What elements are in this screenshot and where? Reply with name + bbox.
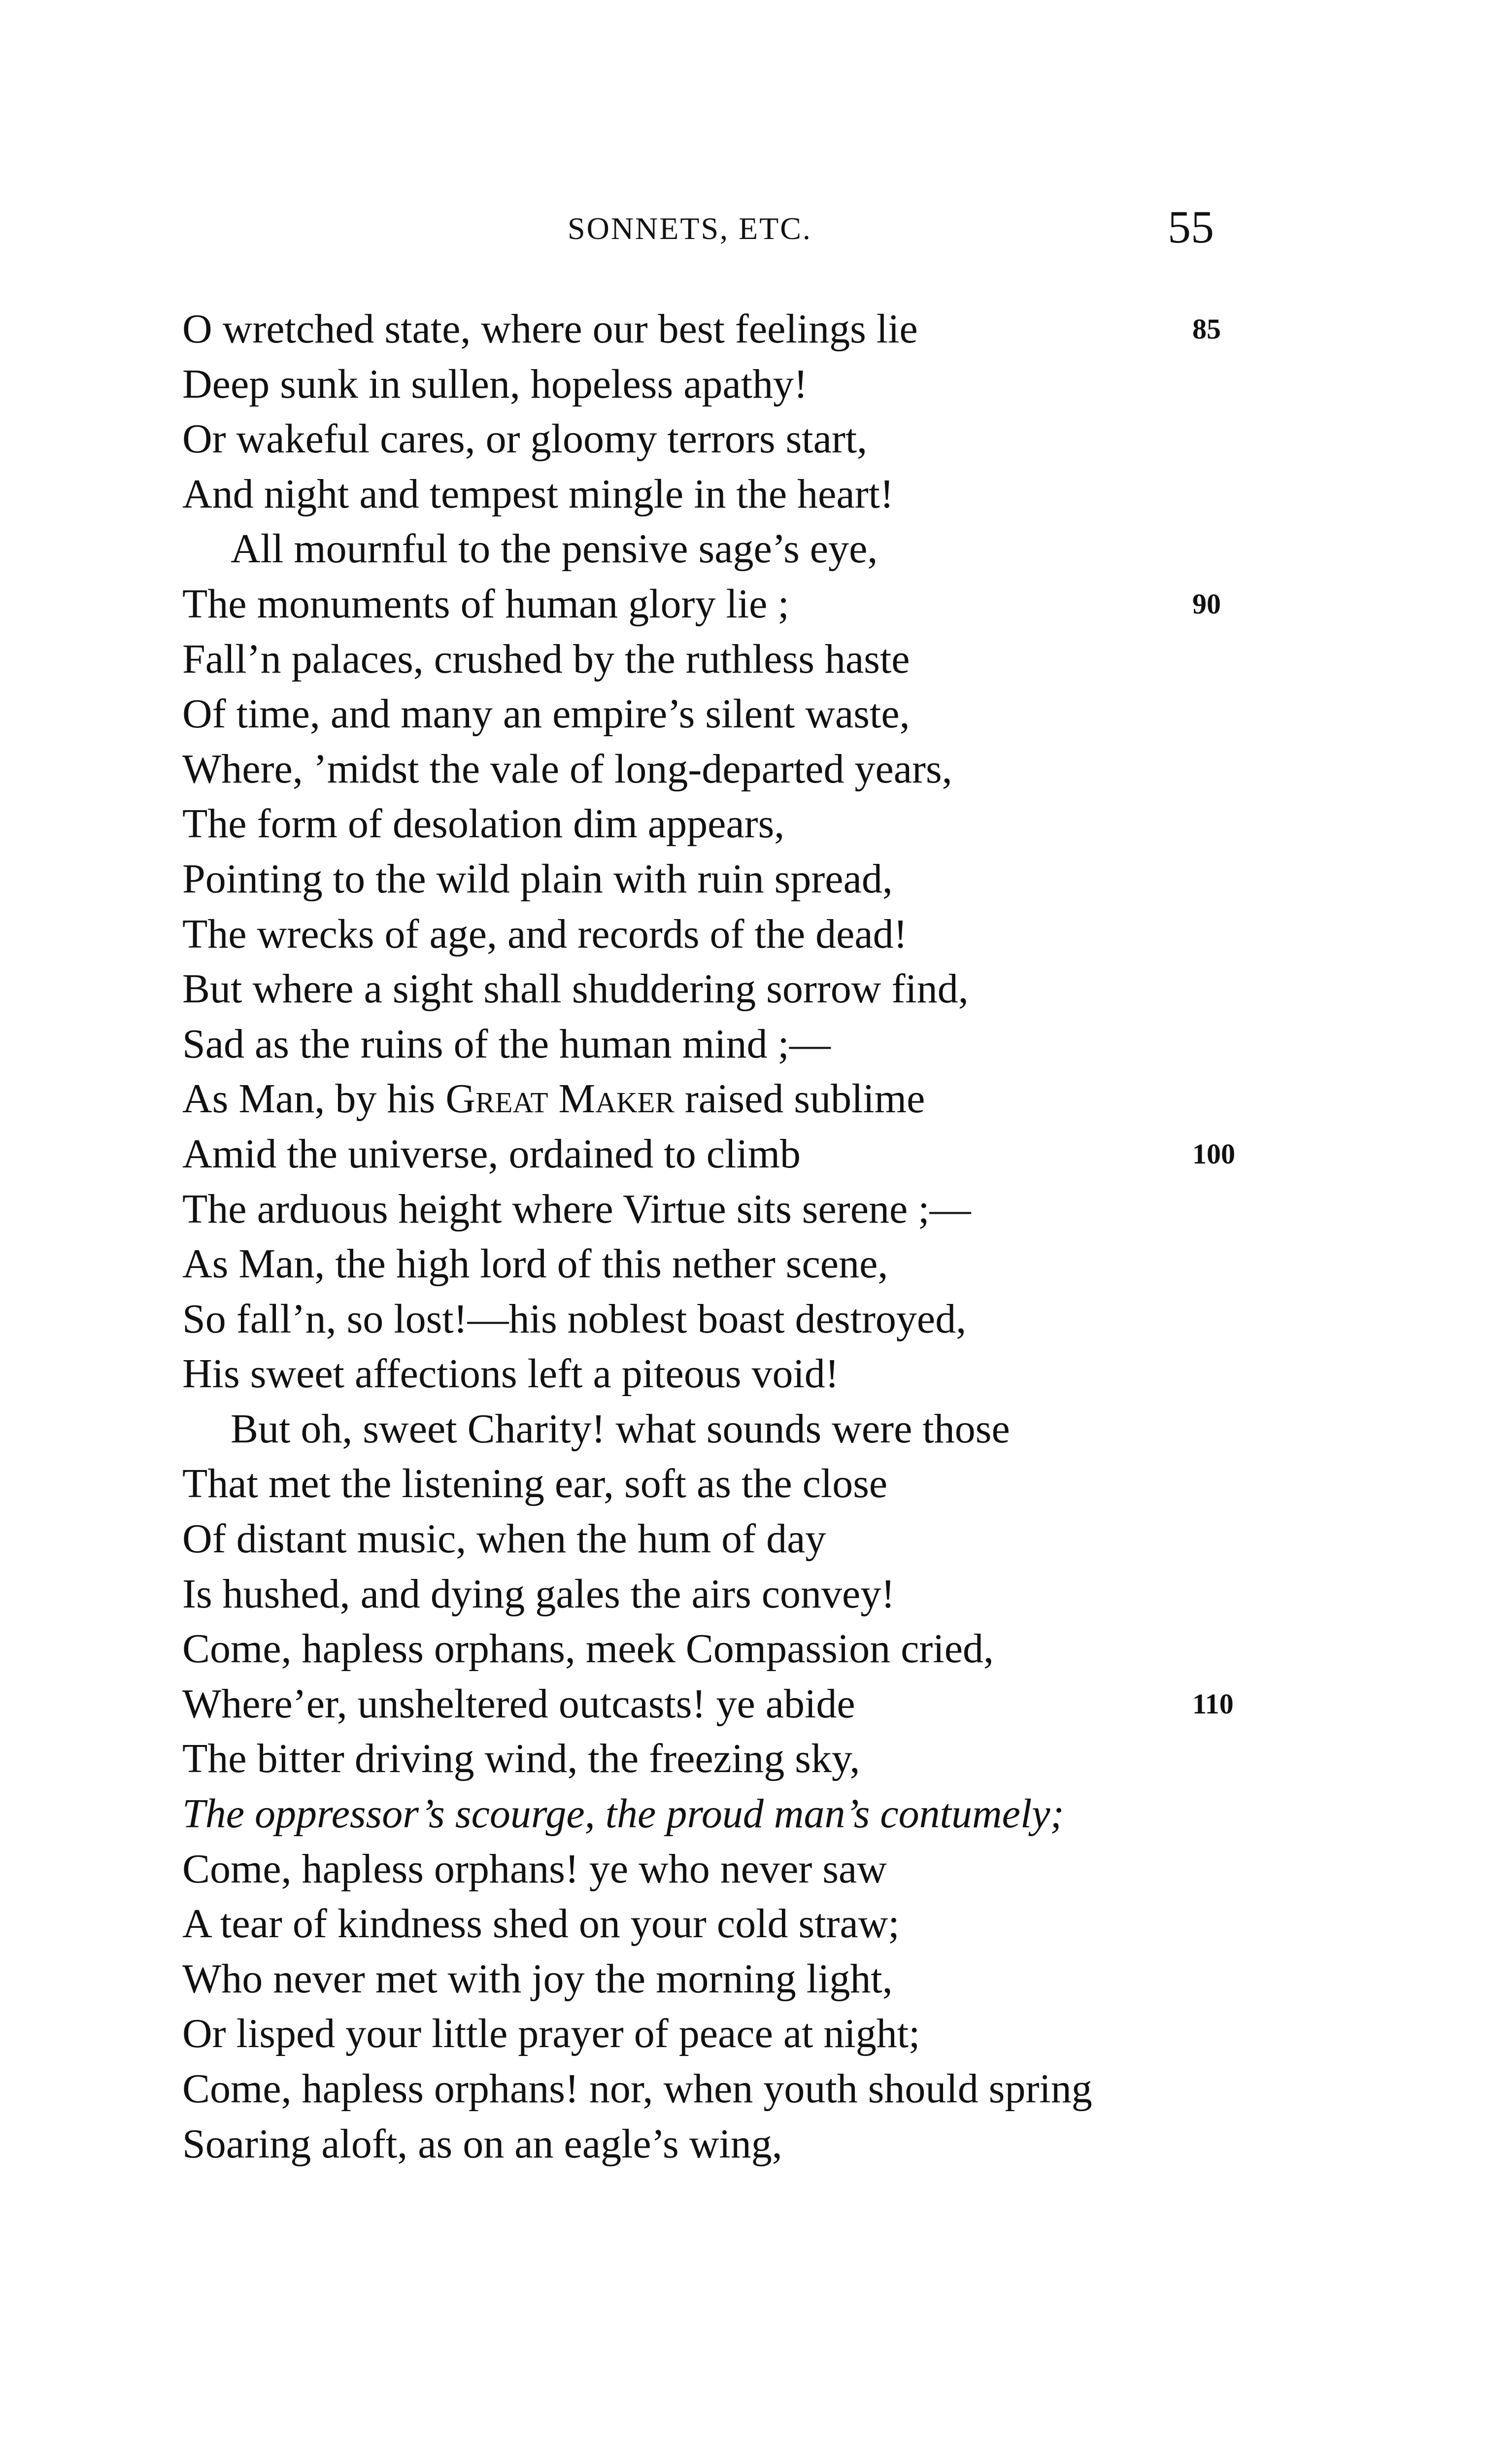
poem-line xyxy=(182,357,1316,412)
poem-line-text: The oppressor’s scourge, the proud man’s contumely; xyxy=(182,1791,1064,1837)
poem-line xyxy=(182,1017,1316,1072)
poem-line-text xyxy=(182,1076,925,1122)
poem-line-text: So fall’n, so lost!—his noblest boast destroyed, xyxy=(182,1296,967,1342)
poem-line-text: The monuments of human glory lie ; xyxy=(182,581,789,627)
poem-line xyxy=(182,796,1316,852)
poem-line xyxy=(182,1127,1316,1182)
poem-line xyxy=(182,1896,1316,1951)
poem-line xyxy=(182,1292,1316,1347)
poem-line-text: Pointing to the wild plain with ruin spread, xyxy=(182,856,893,902)
poem-line-text: Where, ’midst the vale of long-departed years, xyxy=(182,746,952,792)
poem-line xyxy=(182,1951,1316,2007)
poem-line xyxy=(182,907,1316,962)
poem-line xyxy=(182,632,1316,687)
poem-line xyxy=(182,411,1316,467)
poem-line-text: Amid the universe, ordained to climb xyxy=(182,1130,801,1177)
poem-line xyxy=(182,2006,1316,2061)
poem-line xyxy=(182,1621,1316,1677)
poem-line-text: O wretched state, where our best feelings lie xyxy=(182,306,918,352)
poem-line xyxy=(182,1677,1316,1732)
poem-line xyxy=(182,521,1316,577)
poem-line-text: As Man, the high lord of this nether scene, xyxy=(182,1241,888,1287)
poem-line-text-end: raised sublime xyxy=(674,1076,925,1122)
poem-line xyxy=(182,1402,1316,1457)
poem-line-text: His sweet affections left a piteous void! xyxy=(182,1351,839,1397)
poem-line-text: Or lisped your little prayer of peace at night; xyxy=(182,2011,920,2057)
page-number: 55 xyxy=(1168,202,1214,253)
poem-line xyxy=(182,1731,1316,1786)
poem-line xyxy=(182,467,1316,522)
poem-line-text: That met the listening ear, soft as the close xyxy=(182,1461,888,1507)
small-caps-phrase: Great Maker xyxy=(445,1076,675,1122)
poem-line-text: Of time, and many an empire’s silent waste, xyxy=(182,691,910,737)
poem-line xyxy=(182,1842,1316,1897)
poem-line-text: But oh, sweet Charity! what sounds were those xyxy=(231,1405,1010,1452)
poem-line-text: And night and tempest mingle in the heart! xyxy=(182,471,894,517)
poem-line-text: Who never met with joy the morning light, xyxy=(182,1955,893,2002)
poem-line-text: Fall’n palaces, crushed by the ruthless haste xyxy=(182,636,910,682)
line-number: 100 xyxy=(1192,1137,1235,1170)
poem-line xyxy=(182,1786,1316,1842)
poem-line xyxy=(182,1511,1316,1567)
poem-line-text: Come, hapless orphans, meek Compassion cried, xyxy=(182,1626,994,1672)
poem-line-text: But where a sight shall shuddering sorrow find, xyxy=(182,966,969,1012)
poem-line-text: The bitter driving wind, the freezing sky, xyxy=(182,1736,860,1782)
poem-line xyxy=(182,1567,1316,1622)
poem-line-text: The arduous height where Virtue sits serene ;— xyxy=(182,1186,971,1232)
poem-line-text: A tear of kindness shed on your cold straw; xyxy=(182,1901,900,1947)
poem-line-text: Is hushed, and dying gales the airs convey! xyxy=(182,1571,895,1617)
poem-line xyxy=(182,1456,1316,1511)
poem-line xyxy=(182,1182,1316,1237)
poem-line xyxy=(182,302,1316,357)
poem-line xyxy=(182,686,1316,742)
poem-line-text: Soaring aloft, as on an eagle’s wing, xyxy=(182,2121,782,2167)
poem-line-text: Come, hapless orphans! ye who never saw xyxy=(182,1846,887,1892)
poem-body xyxy=(182,302,1316,2171)
poem-line xyxy=(182,1236,1316,1292)
poem-line-text: Or wakeful cares, or gloomy terrors start, xyxy=(182,416,868,462)
poem-line xyxy=(182,2061,1316,2117)
line-number: 110 xyxy=(1192,1687,1234,1720)
poem-line-text: Deep sunk in sullen, hopeless apathy! xyxy=(182,361,808,407)
poem-line-text: Where’er, unsheltered outcasts! ye abide xyxy=(182,1680,855,1727)
poem-line-text: The form of desolation dim appears, xyxy=(182,801,785,847)
line-number: 90 xyxy=(1192,587,1221,620)
poem-line xyxy=(182,742,1316,797)
poem-line xyxy=(182,1346,1316,1402)
running-head: SONNETS, ETC. xyxy=(568,211,812,246)
poem-line-text: Of distant music, when the hum of day xyxy=(182,1516,826,1562)
poem-line-text-start: As Man, by his xyxy=(182,1076,446,1122)
poem-line-text: Come, hapless orphans! nor, when youth should spring xyxy=(182,2066,1092,2112)
poem-line-text: The wrecks of age, and records of the dead! xyxy=(182,911,908,957)
line-number: 85 xyxy=(1192,313,1221,345)
poem-line xyxy=(182,577,1316,632)
poem-line-text: Sad as the ruins of the human mind ;— xyxy=(182,1021,831,1067)
poem-line xyxy=(182,2117,1316,2172)
poem-line xyxy=(182,852,1316,907)
poem-line xyxy=(182,961,1316,1017)
poem-line xyxy=(182,1071,1316,1127)
poem-line-text: All mournful to the pensive sage’s eye, xyxy=(231,526,878,572)
